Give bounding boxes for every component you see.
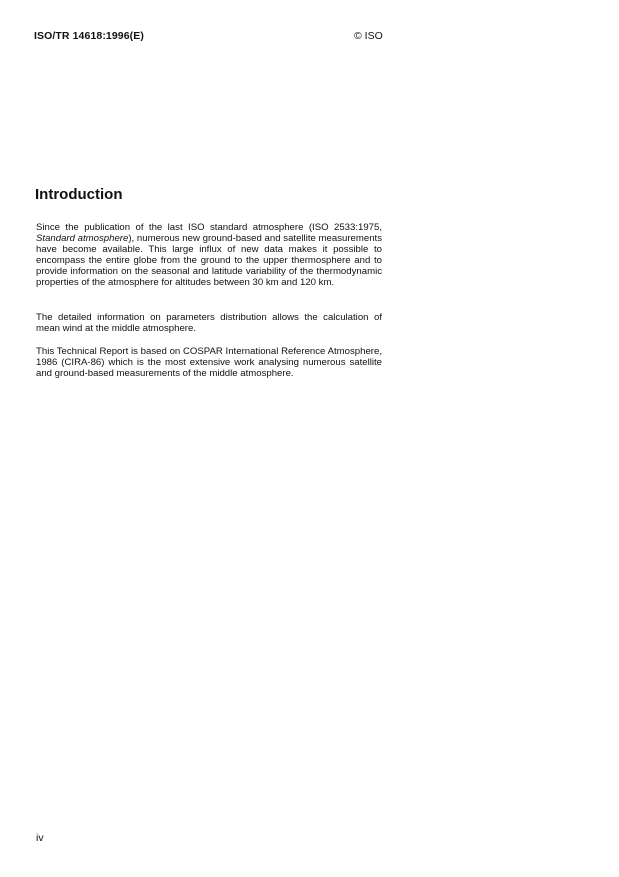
document-id: ISO/TR 14618:1996(E)	[34, 30, 144, 42]
intro-paragraph-3: This Technical Report is based on COSPAR International Reference Atmosphere, 1986 (CIRA-86) which is the most extensive work analysing numerous satellite and ground-based measurements of the middle atmosphere.	[36, 346, 382, 380]
section-title: Introduction	[35, 186, 123, 203]
cited-standard-title: Standard atmosphere	[36, 233, 129, 245]
paragraph-1-text-end: ), numerous new ground-based and satellite measurements have become available. This large influx of new data makes it possible to encompass the entire globe from the ground to the upper thermosphere and to provide information on the seasonal and latitude variability of the thermodynamic properties of the atmosphere for altitudes between 30 km and 120 km.	[36, 233, 382, 289]
intro-paragraph-2: The detailed information on parameters distribution allows the calculation of mean wind at the middle atmosphere.	[36, 312, 382, 335]
copyright-notice: © ISO	[354, 30, 383, 42]
page-number: iv	[36, 832, 44, 844]
intro-paragraph-1	[36, 222, 382, 289]
paragraph-1-text-start: Since the publication of the last ISO standard atmosphere (ISO 2533:1975,	[36, 222, 382, 233]
